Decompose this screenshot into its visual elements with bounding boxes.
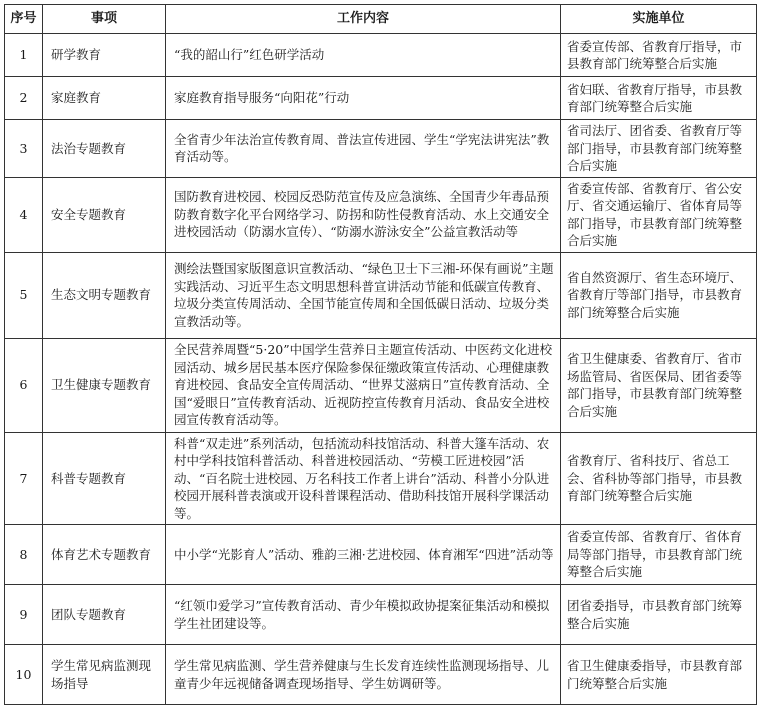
row-unit: 省司法厅、团省委、省教育厅等部门指导，市县教育部门统筹整合后实施 [561, 120, 757, 178]
table-row [5, 177, 757, 252]
header-no: 序号 [5, 5, 43, 34]
row-number: 1 [5, 34, 43, 77]
row-item: 家庭教育 [43, 77, 166, 120]
row-unit: 省教育厅、省科技厅、省总工会、省科协等部门指导，市县教育部门统筹整合后实施 [561, 432, 757, 525]
row-content: 科普“双走进”系列活动，包括流动科技馆活动、科普大篷车活动、农村中学科技馆科普活动、科普进校园活动、“劳模工匠进校园”活动、“百名院士进校园、万名科技工作者上讲台”活动、科普小分队进校园开展科普表演或开设科普课程活动、借助科技馆开展科学课活动等。 [166, 432, 561, 525]
row-unit: 省卫生健康委指导，市县教育部门统筹整合后实施 [561, 645, 757, 705]
row-item: 学生常见病监测现场指导 [43, 645, 166, 705]
row-content: 全民营养周暨“5·20”中国学生营养日主题宣传活动、中医药文化进校园活动、城乡居民基本医疗保险参保征缴政策宣传活动、心理健康教育进校园、食品安全宣传周活动、“世界艾滋病日”宣传教育活动、全国“爱眼日”宣传教育活动、近视防控宣传教育月活动、食品安全进校园宣传教育活动等。 [166, 338, 561, 432]
row-unit: 省委宣传部、省教育厅、省体育局等部门指导，市县教育部门统筹整合后实施 [561, 525, 757, 585]
row-number: 6 [5, 338, 43, 432]
row-item: 体育艺术专题教育 [43, 525, 166, 585]
table-row [5, 252, 757, 338]
row-content: 家庭教育指导服务“向阳花”行动 [166, 77, 561, 120]
row-content: 中小学“光影育人”活动、雅韵三湘·艺进校园、体育湘军“四进”活动等 [166, 525, 561, 585]
table-row [5, 338, 757, 432]
row-content: “我的韶山行”红色研学活动 [166, 34, 561, 77]
row-item: 生态文明专题教育 [43, 252, 166, 338]
row-number: 10 [5, 645, 43, 705]
row-number: 4 [5, 177, 43, 252]
table-row [5, 34, 757, 77]
row-unit: 省委宣传部、省教育厅指导，市县教育部门统筹整合后实施 [561, 34, 757, 77]
table-row [5, 645, 757, 705]
table-row [5, 120, 757, 178]
row-number: 8 [5, 525, 43, 585]
header-unit: 实施单位 [561, 5, 757, 34]
row-number: 7 [5, 432, 43, 525]
row-item: 卫生健康专题教育 [43, 338, 166, 432]
header-item: 事项 [43, 5, 166, 34]
row-item: 安全专题教育 [43, 177, 166, 252]
row-unit: 省自然资源厅、省生态环境厅、省教育厅等部门指导，市县教育部门统筹整合后实施 [561, 252, 757, 338]
row-content: 测绘法暨国家版图意识宣教活动、“绿色卫士下三湘-环保有画说”主题实践活动、习近平生态文明思想科普宣讲活动节能和低碳宣传教育、垃圾分类宣传周活动、全国节能宣传周和全国低碳日活动、垃圾分类宣教活动等。 [166, 252, 561, 338]
row-content: “红领巾爱学习”宣传教育活动、青少年模拟政协提案征集活动和模拟学生社团建设等。 [166, 585, 561, 645]
row-item: 法治专题教育 [43, 120, 166, 178]
table-row [5, 77, 757, 120]
table-row [5, 432, 757, 525]
row-item: 研学教育 [43, 34, 166, 77]
work-items-table [4, 4, 757, 705]
row-content: 国防教育进校园、校园反恐防范宣传及应急演练、全国青少年毒品预防教育数字化平台网络学习、防拐和防性侵教育活动、水上交通安全进校园活动（防溺水宣传）、“防溺水游泳安全”公益宣教活动等 [166, 177, 561, 252]
row-item: 科普专题教育 [43, 432, 166, 525]
row-unit: 团省委指导，市县教育部门统筹整合后实施 [561, 585, 757, 645]
row-content: 全省青少年法治宣传教育周、普法宣传进园、学生“学宪法讲宪法”教育活动等。 [166, 120, 561, 178]
row-unit: 省卫生健康委、省教育厅、省市场监管局、省医保局、团省委等部门指导，市县教育部门统筹整合后实施 [561, 338, 757, 432]
row-number: 5 [5, 252, 43, 338]
table-row [5, 585, 757, 645]
row-number: 3 [5, 120, 43, 178]
header-row [5, 5, 757, 34]
row-number: 9 [5, 585, 43, 645]
table-row [5, 525, 757, 585]
row-item: 团队专题教育 [43, 585, 166, 645]
row-content: 学生常见病监测、学生营养健康与生长发育连续性监测现场指导、儿童青少年远视储备调查现场指导、学生妨调研等。 [166, 645, 561, 705]
header-content: 工作内容 [166, 5, 561, 34]
row-number: 2 [5, 77, 43, 120]
row-unit: 省妇联、省教育厅指导，市县教育部门统筹整合后实施 [561, 77, 757, 120]
row-unit: 省委宣传部、省教育厅、省公安厅、省交通运输厅、省体育局等部门指导，市县教育部门统筹整合后实施 [561, 177, 757, 252]
